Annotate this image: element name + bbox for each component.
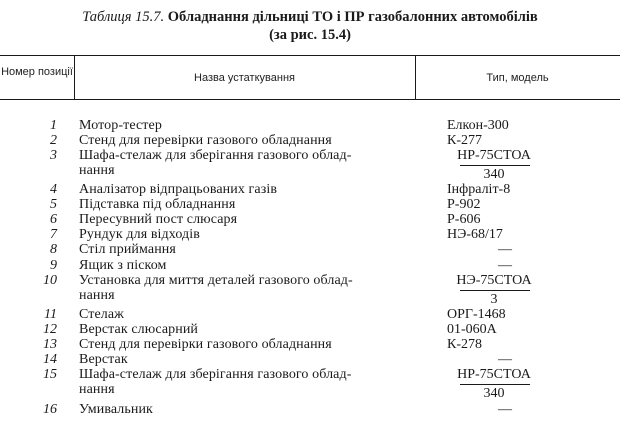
equipment-name: Аналізатор відпрацьованих газів	[79, 182, 278, 197]
row-number: 3	[50, 148, 57, 163]
equipment-name: Установка для миття деталей газового облад-	[79, 273, 353, 288]
equipment-name: Рундук для відходів	[79, 227, 200, 242]
equipment-name: Умивальник	[79, 402, 153, 417]
row-number: 6	[50, 212, 57, 227]
header-type-model: Тип, модель	[486, 72, 549, 84]
row-number: 1	[50, 118, 57, 133]
type-model-dash: —	[498, 352, 512, 367]
row-number: 4	[50, 182, 57, 197]
type-model-numerator: НР-75СТОА	[457, 367, 531, 382]
header-position-number: Номер позиції	[1, 66, 73, 78]
table-subtitle: (за рис. 15.4)	[269, 27, 351, 43]
table-title: Обладнання дільниці ТО і ПР газобалонних автомобілів	[167, 9, 538, 25]
type-model-dash: —	[498, 242, 512, 257]
type-model-dash: —	[498, 402, 512, 417]
equipment-name-continued: нання	[79, 288, 115, 303]
row-number: 7	[50, 227, 57, 242]
row-number: 2	[50, 133, 57, 148]
table-number: Таблиця 15.7.	[82, 9, 165, 25]
equipment-name: Стенд для перевірки газового обладнання	[79, 337, 332, 352]
row-number: 11	[44, 307, 57, 322]
type-model: Р-606	[447, 212, 481, 227]
type-model: 01-060А	[447, 322, 497, 337]
row-number: 15	[43, 367, 57, 382]
row-number: 16	[43, 402, 57, 417]
equipment-name-continued: нання	[79, 382, 115, 397]
header-bottom-rule	[0, 99, 620, 100]
type-model: К-278	[447, 337, 482, 352]
equipment-name: Стенд для перевірки газового обладнання	[79, 133, 332, 148]
type-model-denominator: 340	[483, 167, 505, 182]
equipment-name: Ящик з піском	[79, 258, 167, 273]
fraction-bar	[460, 384, 530, 385]
equipment-name: Шафа-стелаж для зберігання газового облад-	[79, 148, 352, 163]
table-top-rule	[0, 55, 620, 56]
type-model: Р-902	[447, 197, 481, 212]
equipment-name: Стелаж	[79, 307, 124, 322]
fraction-bar	[460, 290, 530, 291]
fraction-bar	[460, 165, 530, 166]
type-model-denominator: 340	[483, 386, 505, 401]
equipment-name-continued: нання	[79, 163, 115, 178]
type-model: Елкон-300	[447, 118, 509, 133]
row-number: 5	[50, 197, 57, 212]
header-equipment-name: Назва устаткування	[194, 72, 295, 84]
type-model-denominator: 3	[490, 292, 498, 307]
equipment-name: Підставка під обладнання	[79, 197, 236, 212]
equipment-name: Мотор-тестер	[79, 118, 162, 133]
type-model: НЭ-68/17	[447, 227, 503, 242]
equipment-name: Пересувний пост слюсаря	[79, 212, 238, 227]
type-model: Інфраліт-8	[447, 182, 511, 197]
type-model-numerator: НР-75СТОА	[457, 148, 531, 163]
equipment-name: Верстак слюсарний	[79, 322, 199, 337]
type-model-dash: —	[498, 258, 512, 273]
row-number: 9	[50, 258, 57, 273]
equipment-name: Шафа-стелаж для зберігання газового облад-	[79, 367, 352, 382]
type-model: ОРГ-1468	[447, 307, 506, 322]
row-number: 14	[43, 352, 57, 367]
row-number: 13	[43, 337, 57, 352]
equipment-name: Стіл приймання	[79, 242, 176, 257]
table-caption	[0, 9, 620, 25]
row-number: 12	[43, 322, 57, 337]
type-model: К-277	[447, 133, 482, 148]
equipment-name: Верстак	[79, 352, 128, 367]
row-number: 8	[50, 242, 57, 257]
type-model-numerator: НЭ-75СТОА	[456, 273, 532, 288]
row-number: 10	[43, 273, 57, 288]
